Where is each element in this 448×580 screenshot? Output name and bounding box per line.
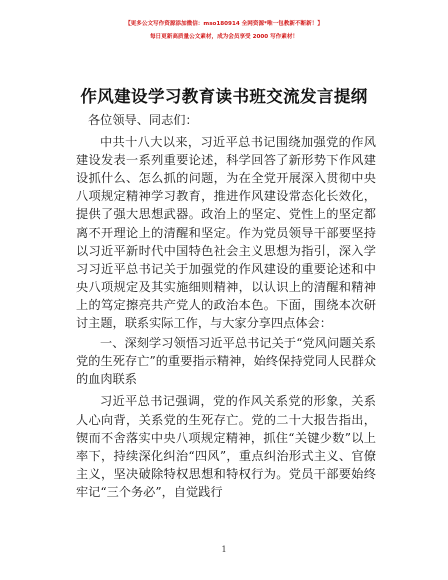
document-body	[76, 111, 376, 501]
section-heading-1: 一、深刻学习领悟习近平总书记关于“党风问题关系党的生死存亡”的重要指示精神，始终保持党同人民群众的血肉联系	[76, 336, 376, 387]
salutation: 各位领导、同志们：	[88, 113, 198, 127]
document-title: 作风建设学习教育读书班交流发言提纲	[80, 87, 368, 106]
paragraph-intro: 中共十八大以来，习近平总书记围绕加强党的作风建设发表一系列重要论述，科学回答了新形势下作风建设抓什么、怎么抓的问题，为在全党开展深入贯彻中央八项规定精神学习教育，推进作风建设常态化长效化，提供了强大思想武器。政治上的坚定、党性上的坚定都离不开理论上的清醒和坚定。作为党员领导干部要坚持以习近平新时代中国特色社会主义思想为指引，深入学习习近平总书记关于加强党的作风建设的重要论述和中央八项规定及其实施细则精神，以认识上的清醒和精神上的笃定擦亮共产党人的政治本色。下面，围绕本次研讨主题，联系实际工作，与大家分享四点体会：	[76, 135, 376, 331]
promo-banner-line-1: 【更多公文写作资源添加微信：mso180914 全网资源*唯一包教新不断新！】	[125, 21, 323, 27]
paragraph-section-1: 习近平总书记强调，党的作风关系党的形象，关系人心向背，关系党的生死存亡。党的二十大报告指出，锲而不舍落实中央八项规定精神，抓住“关键少数”以上率下，持续深化纠治“四风”，重点纠治形式主义、官僚主义，坚决破除特权思想和特权行为。党员干部要始终牢记“三个务必”，自觉践行	[76, 394, 376, 499]
promo-banner-line-2: 每日更新高质量公文素材，成为会员享受 2000 写作素材！	[149, 34, 299, 40]
page-number: 1	[221, 545, 227, 554]
